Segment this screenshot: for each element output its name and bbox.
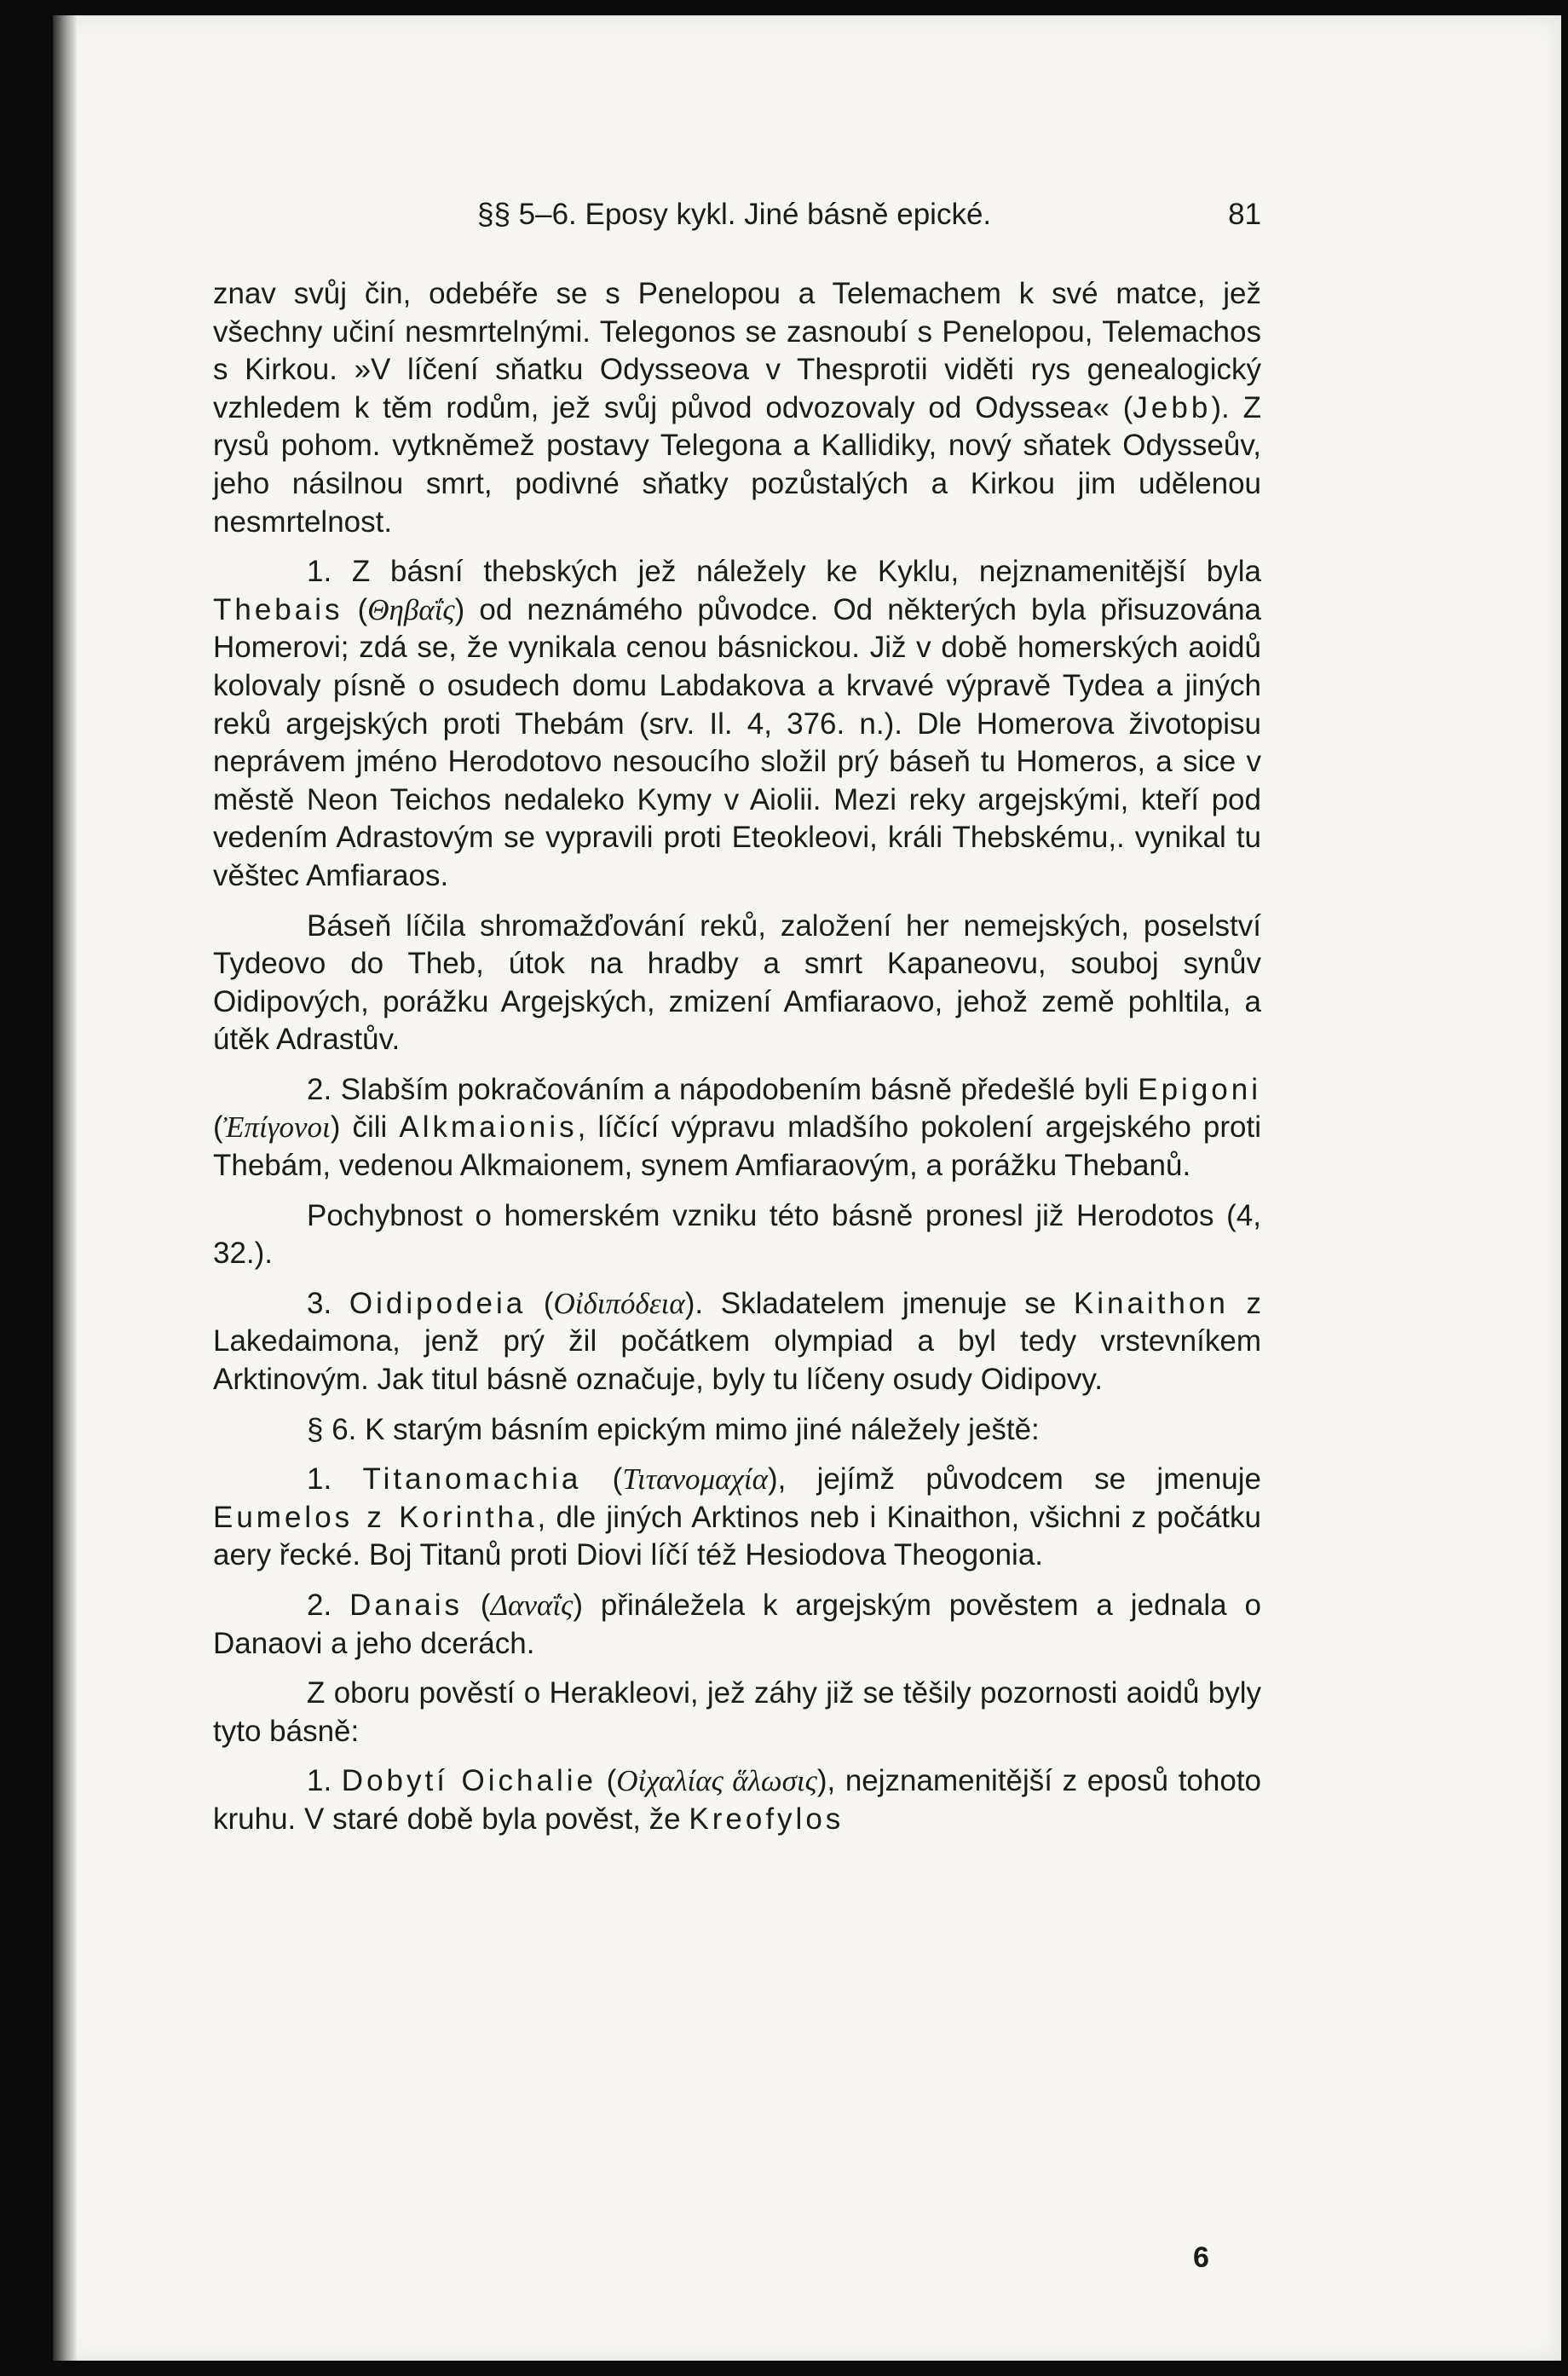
- book-spine-shadow: [53, 15, 77, 2361]
- paragraph-telegonos: [213, 275, 1261, 541]
- text-span: 3.: [307, 1286, 349, 1320]
- spaced-name-eumelos: Eumelos z Korintha: [213, 1500, 538, 1534]
- text-span: přináležela k argejským pověstem a jednala o Danaovi a jeho dcerách.: [213, 1589, 1261, 1660]
- greek-title: Τιτανομαχία: [622, 1462, 768, 1497]
- paragraph-titanomachia: 1. Titanomachia (Τιτανομαχία), jejímž původcem se jmenuje Eumelos z Korintha, dle jiných Arktinos neb i Kinaithon, všichni z počátku aery řecké. Boj Titanů proti Diovi líčí též Hesiodova Theogonia.: [213, 1462, 1261, 1572]
- text-span: Báseň líčila shromažďování reků, založení her nemejských, poselství Tydeovo do Theb, útok na hradby a smrt Kapaneovu, souboj synův Oidipových, porážku Argejských, zmizení Amfiaraovo, jehož země pohltila, a útěk Adrastův.: [213, 908, 1261, 1057]
- text-span: Pochybnost o homerském vzniku této básně pronesl již Herodotos (4, 32.).: [213, 1198, 1261, 1271]
- signature-mark: 6: [1193, 2241, 1209, 2274]
- text-span: 1.: [307, 1764, 342, 1798]
- text-span: 2. Slabším pokračováním a nápodobením básně předešlé byli: [307, 1072, 1139, 1106]
- spaced-title-titanomachia: Titanomachia: [362, 1462, 582, 1497]
- paragraph-oichalia: 1. Dobytí Oichalie (Οἰχαλίας ἅλωσις), nejznamenitější z eposů tohoto kruhu. V staré době byla pověst, že Kreofylos: [213, 1764, 1262, 1836]
- paragraph-thebais-content: [213, 908, 1261, 1059]
- spaced-title-oichalia: Dobytí Oichalie: [341, 1764, 597, 1798]
- page-body: [213, 275, 1261, 1851]
- text-span: . Skladatelem jmenuje se: [695, 1286, 1074, 1320]
- text-span: od neznámého původce. Od některých byla přisuzována Homerovi; zdá se, že vynikala cenou básnickou. Již v době homerských aoidů kolovaly písně o osudech domu Labdakova a krvavé výpravě Tydea a jiných reků argejských proti Thebám (srv. Il. 4, 376. n.). Dle Homerova životopisu neprávem jméno Herodotovo nesoucího složil prý báseň tu Homeros, a sice v městě Neon Teichos nedaleko Kymy v Aiolii. Mezi reky argejskými, kteří pod vedením Adrastovým se vypravili proti Eteokleovi, králi Thebskému,. vynikal tu věštec Amfiaraos.: [213, 592, 1261, 892]
- text-span: ). Z rysů pohom. vytkněmež postavy Telegona a Kallidiky, nový sňatek Odysseův, jeho násilnou smrt, podivné sňatky pozůstalých a Kirkou jim udělenou nesmrtelnost.: [213, 390, 1261, 539]
- spaced-name-kreofylos: Kreofylos: [689, 1802, 845, 1836]
- spaced-name-kinaithon: Kinaithon: [1073, 1286, 1229, 1320]
- text-span: , jejímž původcem se jmenuje: [777, 1462, 1261, 1497]
- greek-title: Θηβαΐς: [367, 592, 455, 626]
- running-header: [213, 198, 1261, 240]
- text-span: čili: [340, 1110, 400, 1145]
- text-span: 2.: [307, 1589, 350, 1622]
- spaced-title-oidipodeia: Oidipodeia: [349, 1286, 527, 1320]
- greek-title: Οἰχαλίας ἅλωσις: [616, 1764, 817, 1798]
- text-span: 1. Z básní thebských jež náležely ke Kyklu, nejznamenitější byla: [307, 555, 1261, 589]
- greek-title: Ἐπίγονοι: [222, 1110, 331, 1145]
- paragraph-thebais: 1. Z básní thebských jež náležely ke Kyklu, nejznamenitější byla Thebais (Θηβαΐς) od neznámého původce. Od některých byla přisuzována Homerovi; zdá se, že vynikala cenou básnickou. Již v době homerských aoidů kolovaly písně o osudech domu Labdakova a krvavé výpravě Tydea a jiných reků argejských proti Thebám (srv. Il. 4, 376. n.). Dle Homerova životopisu neprávem jméno Herodotovo nesoucího složil prý báseň tu Homeros, a sice v městě Neon Teichos nedaleko Kymy v Aiolii. Mezi reky argejskými, kteří pod vedením Adrastovým se vypravili proti Eteokleovi, králi Thebskému,. vynikal tu věštec Amfiaraos.: [213, 555, 1261, 892]
- spaced-title-danais: Danais: [349, 1589, 464, 1622]
- header-title: §§ 5–6. Eposy kykl. Jiné básně epické.: [477, 198, 992, 231]
- paragraph-oidipodeia: 3. Oidipodeia (Οἰδιπόδεια). Skladatelem jmenuje se Kinaithon z Lakedaimona, jenž prý žil počátkem olympiad a byl tedy vrstevníkem Arktinovým. Jak titul básně označuje, byly tu líčeny osudy Oidipovy.: [213, 1286, 1261, 1397]
- text-span: , nejznamenitější z eposů tohoto kruhu. V staré době byla pověst, že: [213, 1764, 1262, 1836]
- text-span: , líčící výpravu mladšího pokolení argejského proti Thebám, vedenou Alkmaionem, synem Amfiaraovým, a porážku Thebanů.: [213, 1110, 1261, 1183]
- spaced-title-epigoni: Epigoni: [1138, 1072, 1261, 1106]
- spaced-name-jebb: Jebb: [1133, 390, 1212, 424]
- greek-title: Οἰδιπόδεια: [553, 1286, 685, 1320]
- paragraph-herodotos: [213, 1197, 1261, 1273]
- text-span: , dle jiných Arktinos neb i Kinaithon, všichni z počátku aery řecké. Boj Titanů proti Diovi líčí též Hesiodova Theogonia.: [213, 1500, 1261, 1572]
- page-number: 81: [1228, 198, 1261, 231]
- paragraph-herakles: [213, 1675, 1261, 1750]
- text-span: 1.: [307, 1462, 363, 1497]
- section-heading-6: [213, 1411, 1261, 1450]
- text-span: znav svůj čin, odebéře se s Penelopou a Telemachem k své matce, jež všechny učiní nesmrtelnými. Telegonos se zasnoubí s Penelopou, Telemachos s Kirkou. »V líčení sňatku Odysseova v Thesprotii viděti rys genealogický vzhledem k těm rodům, jež svůj původ odvozovaly od Odyssea« (: [213, 277, 1261, 424]
- text-span: z Lakedaimona, jenž prý žil počátkem olympiad a byl tedy vrstevníkem Arktinovým. Jak titul básně označuje, byly tu líčeny osudy Oidipovy.: [213, 1286, 1261, 1397]
- text-span: § 6. K starým básním epickým mimo jiné náležely ještě:: [307, 1412, 1040, 1446]
- spaced-title-alkmaionis: Alkmaionis: [399, 1110, 578, 1145]
- text-span: Z oboru pověstí o Herakleovi, jež záhy již se těšily pozornosti aoidů byly tyto básně:: [213, 1676, 1261, 1748]
- paragraph-danais: 2. Danais (Δαναΐς) přináležela k argejským pověstem a jednala o Danaovi a jeho dcerách.: [213, 1589, 1261, 1660]
- spaced-title-thebais: Thebais: [213, 592, 343, 626]
- greek-title: Δαναΐς: [490, 1589, 574, 1622]
- paragraph-epigoni: 2. Slabším pokračováním a nápodobením básně předešlé byli Epigoni (Ἐπίγονοι) čili Alkmaionis, líčící výpravu mladšího pokolení argejského proti Thebám, vedenou Alkmaionem, synem Amfiaraovým, a porážku Thebanů.: [213, 1072, 1261, 1183]
